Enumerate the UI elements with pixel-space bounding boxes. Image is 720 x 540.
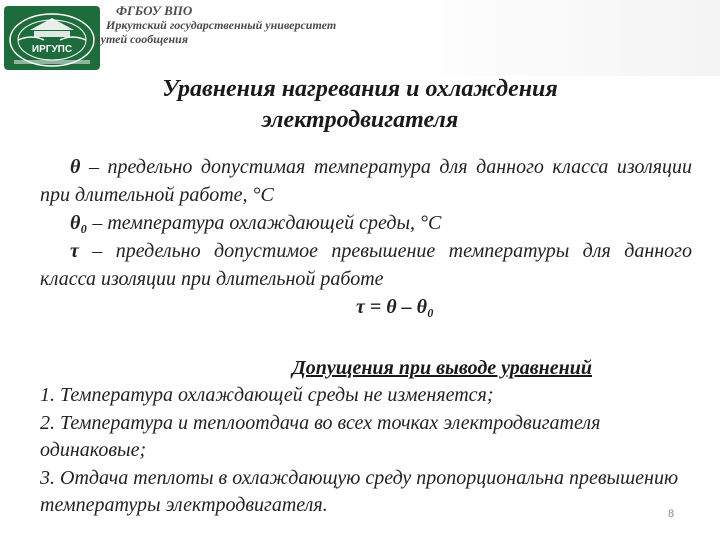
formula: τ = θ – θ₀ [355, 296, 434, 318]
org-line-1: ФГБОУ ВПО [116, 3, 193, 18]
definition-theta [40, 153, 692, 209]
org-line-3: путей сообщения [94, 32, 189, 46]
definitions-block [40, 153, 692, 321]
definition-symbol: τ [70, 240, 79, 262]
title-line-1: Уравнения нагревания и охлаждения [162, 76, 558, 102]
definition-text: – предельно допустимая температура для данного класса изоляции при длительной работе, °С [40, 156, 692, 206]
organization-name [94, 3, 337, 46]
list-item: 1. Температура охлаждающей среды не изменяется; [40, 384, 494, 406]
org-line-2: Иркутский государственный университет [106, 18, 337, 32]
title-line-2: электродвигателя [261, 107, 459, 133]
definition-text: – температура охлаждающей среды, °С [87, 212, 442, 234]
definition-theta0 [40, 209, 692, 237]
definition-text: – предельно допустимое превышение температуры для данного класса изоляции при длительной работе [40, 240, 692, 290]
list-item: 3. Отдача теплоты в охлаждающую среду пропорциональна превышению температуры электродвигателя. [40, 466, 679, 516]
assumptions-title: Допущения при выводе уравнений [292, 357, 592, 379]
definition-symbol: θ₀ [70, 212, 88, 234]
definition-tau [40, 237, 692, 293]
logo-text: ИРГУПС [31, 44, 73, 55]
slide-title [60, 74, 660, 136]
page-number: 8 [668, 508, 675, 520]
assumptions-list [40, 382, 700, 520]
definition-symbol: θ [70, 156, 81, 178]
university-logo [4, 6, 100, 70]
list-item: 2. Температура и теплоотдача во всех точках электродвигателя одинаковые; [40, 411, 601, 461]
